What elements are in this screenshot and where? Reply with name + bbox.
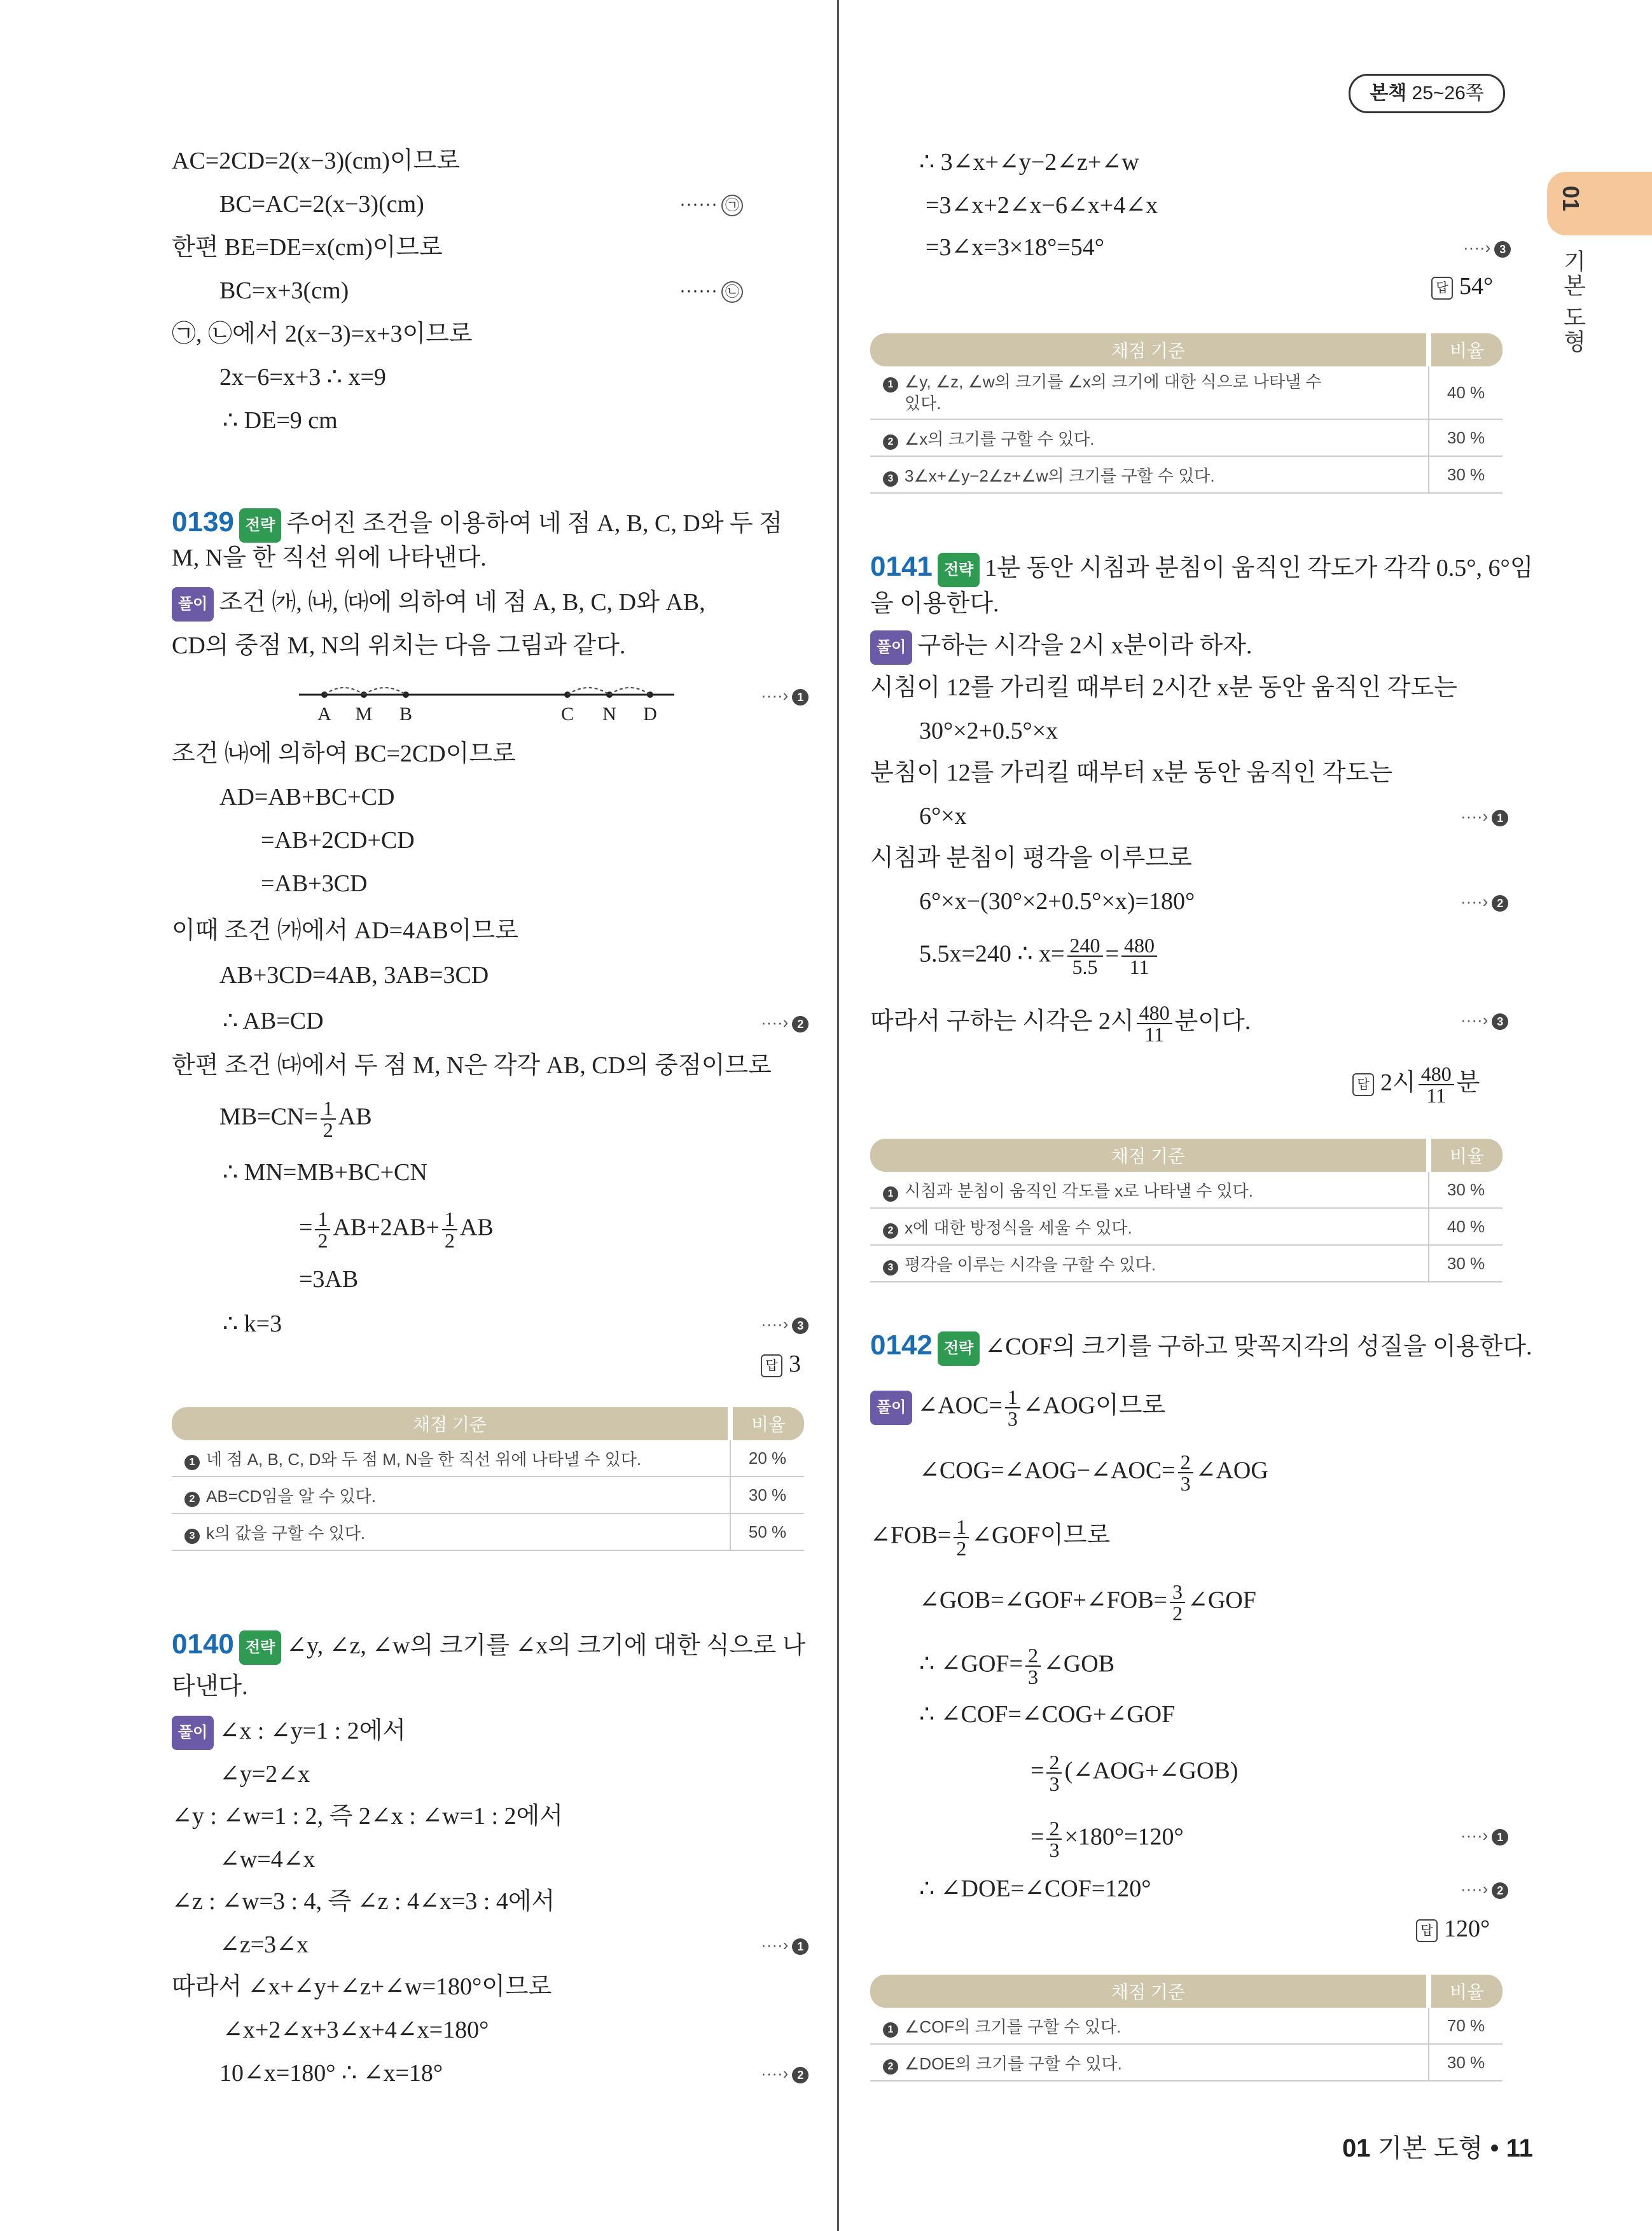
text-line: = $\frac{2}{3}$ (∠AOG+∠GOB) (1031, 1751, 1239, 1795)
strategy-tag: 전략 (938, 1331, 980, 1366)
step-marker: ····› 1 (761, 1935, 809, 1955)
question-0140-header: 0140 전략 ∠y, ∠z, ∠w의 크기를 ∠x의 크기에 대한 식으로 나 (172, 1629, 805, 1665)
step-marker: ····› 2 (1461, 892, 1508, 912)
chapter-tab-number: 01 (1558, 186, 1584, 212)
label-circle-2: ㉡ (721, 281, 743, 303)
text-line: 2x−6=x+3 ∴ x=9 (219, 364, 386, 391)
footer-page-number: 11 (1506, 2134, 1533, 2162)
text-line: 30°×2+0.5°×x (919, 718, 1059, 744)
chapter-tab-label: 기본 도형 (1560, 249, 1586, 354)
equation-dots: ······ ㉡ (679, 275, 743, 307)
ref-pages: 25~26쪽 (1412, 83, 1484, 104)
equation-dots: ······ ㉠ (679, 188, 743, 220)
question-0141-header: 0141 전략 1분 동안 시침과 분침이 움직인 각도가 각각 0.5°, 6°임 (870, 551, 1533, 587)
score-table-0142: 채점 기준 비율 1 ∠COF의 크기를 구할 수 있다. 70 % 2 ∠DOE의 크기를 구할 수 있다. 30 % (870, 1975, 1503, 2082)
question-0142-header: 0142 전략 ∠COF의 크기를 구하고 맞꼭지각의 성질을 이용한다. (870, 1330, 1532, 1366)
text-line: ∠GOB=∠GOF+∠FOB= $\frac{3}{2}$ ∠GOF (919, 1580, 1256, 1625)
point-label: A (317, 704, 331, 725)
answer-0139: 답 3 (761, 1350, 801, 1378)
text-line: = $\frac{2}{3}$ ×180°=120° (1031, 1817, 1184, 1861)
text-line: 따라서 ∠x+∠y+∠z+∠w=180°이므로 (172, 1973, 552, 2000)
text-line: 6°×x (919, 803, 967, 830)
text-line: BC=x+3(cm) (219, 277, 349, 304)
text-line: 풀이 ∠x : ∠y=1 : 2에서 (172, 1715, 406, 1750)
text-line: AC=2CD=2(x−3)(cm)이므로 (172, 148, 461, 174)
text-line: M, N을 한 직선 위에 나타낸다. (172, 545, 487, 571)
question-0139-header: 0139 전략 주어진 조건을 이용하여 네 점 A, B, C, D와 두 점 (172, 506, 782, 543)
text-line: ∴ ∠COF=∠COG+∠GOF (919, 1701, 1176, 1728)
answer-0141: 답 2시 $\frac{480}{11}$ 분 (1352, 1062, 1480, 1106)
page-footer (1342, 2128, 1533, 2164)
text-line: AB+3CD=4AB, 3AB=3CD (219, 962, 489, 989)
strategy-tag: 전략 (239, 508, 281, 543)
text-line: 시침이 12를 가리킬 때부터 2시간 x분 동안 움직인 각도는 (870, 674, 1457, 701)
point-label: M (355, 704, 373, 725)
text-line: 타낸다. (172, 1673, 248, 1700)
step-marker: ····› 2 (1461, 1879, 1508, 1899)
text-line: = $\frac{1}{2}$ AB+2AB+ $\frac{1}{2}$ AB (299, 1207, 494, 1252)
text-line: 분침이 12를 가리킬 때부터 x분 동안 움직인 각도는 (870, 760, 1392, 786)
text-line: =3∠x+2∠x−6∠x+4∠x (926, 192, 1158, 219)
text-line: ∠FOB= $\frac{1}{2}$ ∠GOF이므로 (870, 1515, 1111, 1560)
step-marker: ····› 3 (1461, 1010, 1508, 1030)
text-line: 조건 ㈏에 의하여 BC=2CD이므로 (172, 740, 516, 767)
text-line: 5.5x=240 ∴ x= $\frac{240}{5.5}$ = $\frac{480}{11}$ (919, 935, 1160, 977)
footer-chapter: 01 (1342, 2134, 1371, 2162)
text-line: =3∠x=3×18°=54° (926, 234, 1104, 261)
solution-tag: 풀이 (172, 1716, 214, 1750)
text-line: 풀이 구하는 시각을 2시 x분이라 하자. (870, 630, 1252, 665)
point-label: N (602, 704, 616, 725)
text-line: ∠y=2∠x (219, 1761, 310, 1788)
text-line: =AB+3CD (261, 870, 368, 897)
step-marker: ····› 2 (761, 2064, 809, 2083)
text-line: ∴ ∠GOF= $\frac{2}{3}$ ∠GOB (919, 1644, 1115, 1688)
text-line: ∴ k=3 (223, 1310, 282, 1337)
point-label: D (643, 704, 657, 725)
solution-tag: 풀이 (870, 1391, 912, 1425)
text-line: 을 이용한다. (870, 590, 999, 617)
text-line: ∠z : ∠w=3 : 4, 즉 ∠z : 4∠x=3 : 4에서 (172, 1888, 555, 1915)
text-line: CD의 중점 M, N의 위치는 다음 그림과 같다. (172, 632, 626, 659)
text-line: 10∠x=180° ∴ ∠x=18° (219, 2060, 443, 2087)
text-line: AD=AB+BC+CD (219, 784, 395, 810)
page-reference-badge (1349, 74, 1505, 113)
solution-tag: 풀이 (172, 587, 214, 622)
answer-0140: 답 54° (1431, 272, 1493, 300)
score-table-0139: 채점 기준 비율 1 네 점 A, B, C, D와 두 점 M, N을 한 직선 위에 나타낼 수 있다. 20 % 2 AB=CD임을 알 수 있다. 30 % 3 k의 값을 구할 수 있다. 50 % (172, 1407, 804, 1551)
text-line: 풀이 조건 ㈎, ㈏, ㈐에 의하여 네 점 A, B, C, D와 AB, (172, 587, 705, 622)
text-line: ∠x+2∠x+3∠x+4∠x=180° (223, 2017, 489, 2043)
text-line: ㉠, ㉡에서 2(x−3)=x+3이므로 (172, 321, 473, 347)
text-line: =AB+2CD+CD (261, 827, 415, 854)
text-line: =3AB (299, 1266, 359, 1293)
answer-0142: 답 120° (1416, 1915, 1490, 1943)
text-line: 6°×x−(30°×2+0.5°×x)=180° (919, 888, 1195, 915)
footer-bullet: • (1490, 2134, 1499, 2162)
text-line: ∠z=3∠x (219, 1931, 309, 1958)
text-line: 이때 조건 ㈎에서 AD=4AB이므로 (172, 917, 518, 944)
step-marker: ····› 2 (761, 1013, 809, 1032)
strategy-tag: 전략 (938, 553, 980, 587)
text-line: ∠COG=∠AOG−∠AOC= $\frac{2}{3}$ ∠AOG (919, 1450, 1268, 1495)
ref-label: 본책 (1370, 83, 1407, 104)
step-marker: ····› 1 (1461, 807, 1508, 826)
text-line: 풀이 ∠AOC= $\frac{1}{3}$ ∠AOG이므로 (870, 1387, 1165, 1429)
line-figure (293, 676, 687, 726)
column-divider (837, 0, 839, 2231)
text-line: 한편 조건 ㈐에서 두 점 M, N은 각각 AB, CD의 중점이므로 (172, 1052, 772, 1079)
text-line: ∠y : ∠w=1 : 2, 즉 2∠x : ∠w=1 : 2에서 (172, 1803, 563, 1830)
text-line: 따라서 구하는 시각은 2시 $\frac{480}{11}$ 분이다. (870, 1001, 1251, 1046)
text-line: 시침과 분침이 평각을 이루므로 (870, 845, 1192, 872)
text-line: ∴ DE=9 cm (223, 407, 338, 434)
step-marker: ····› 1 (1461, 1826, 1508, 1845)
step-marker: ····› 3 (1463, 238, 1511, 258)
text-line: ∴ MN=MB+BC+CN (223, 1159, 427, 1186)
step-marker: ····› 1 (761, 686, 809, 705)
strategy-tag: 전략 (239, 1630, 281, 1665)
point-label: C (560, 704, 574, 725)
label-circle-1: ㉠ (721, 195, 743, 216)
score-table-0140: 채점 기준 비율 1 ∠y, ∠z, ∠w의 크기를 ∠x의 크기에 대한 식으로 나타낼 수 있다. 40 % 2 ∠x의 크기를 구할 수 있다. 30 % 3 3∠x+∠y−2∠z+∠w의 크기를 구할 수 있다. 30 % (870, 333, 1503, 494)
footer-title: 기본 도형 (1377, 2134, 1483, 2162)
point-label: B (399, 704, 413, 725)
text-line: ∴ AB=CD (223, 1008, 324, 1034)
text-line: MB=CN= $\frac{1}{2}$ AB (219, 1097, 372, 1141)
text-line: ∴ ∠DOE=∠COF=120° (919, 1875, 1151, 1902)
score-table-0141: 채점 기준 비율 1 시침과 분침이 움직인 각도를 x로 나타낼 수 있다. 30 % 2 x에 대한 방정식을 세울 수 있다. 40 % 3 평각을 이루는 시각을 구할 수 있다. 30 % (870, 1139, 1503, 1282)
step-marker: ····› 3 (761, 1314, 809, 1334)
text-line: 한편 BE=DE=x(cm)이므로 (172, 234, 443, 261)
text-line: ∴ 3∠x+∠y−2∠z+∠w (919, 149, 1139, 176)
text-line: BC=AC=2(x−3)(cm) (219, 191, 424, 218)
solution-tag: 풀이 (870, 630, 912, 665)
text-line: ∠w=4∠x (219, 1846, 316, 1873)
